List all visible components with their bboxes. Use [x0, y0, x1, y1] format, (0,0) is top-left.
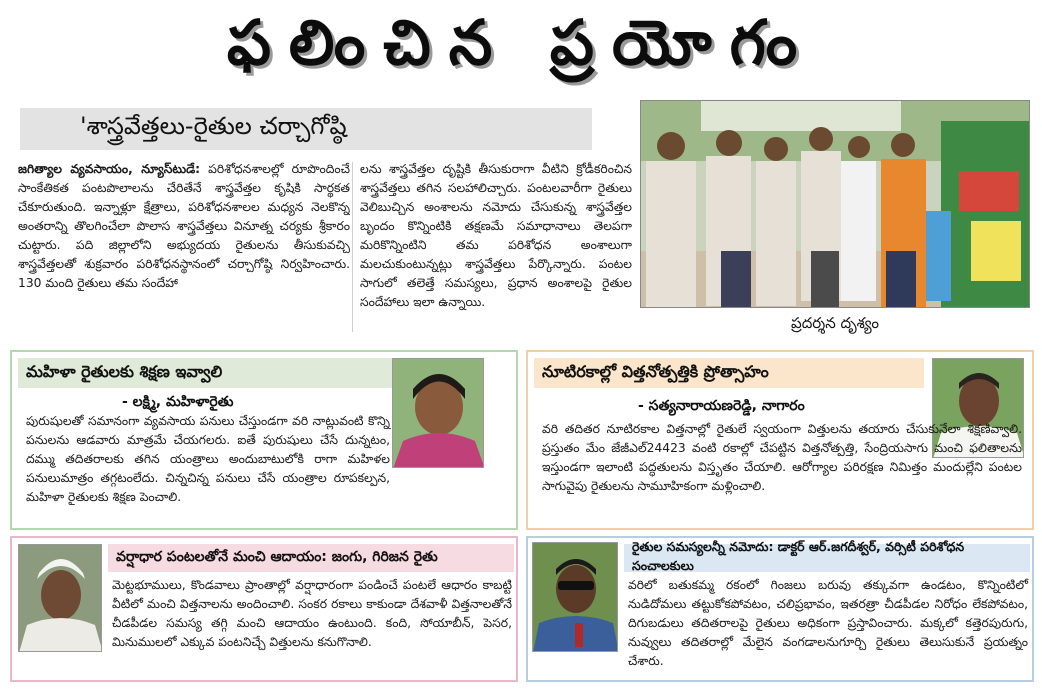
- portrait-jangu: [18, 544, 102, 652]
- women-box-text: పురుషులతో సమానంగా వ్యవసాయ పనులు చేస్తుండగా వరి నాట్లువంటి కొన్ని పనులను ఆడవారు మాత్రమే చేయగలరు. ఐతే పురుషులు చేసే దున్నటం, దమ్ము తదితరాలకు తగిన యంత్రాలు అందుబాటులోకి రాగా మహిళల పనులుమాత్రం తగ్గటంలేదు. చిన్నచిన్న పనులు చేసే యంత్రాల రూపకల్పన, మహిళా రైతులకు శిక్షణ పెంచాలి.: [26, 414, 390, 504]
- lead-text-1: పరిశోధనశాలల్లో రూపొందించే సాంకేతికత పంటపొలాలను చేరితేనే శాస్త్రవేత్తల కృషికి సార్థకత చేకూరుతుంది. ఇన్నాళ్లూ క్షేత్రాలు, పరిశోధనశాలల మధ్యన నెలకొన్న అంతరాన్ని తొలగించేలా పొలాస శాస్త్రవేత్తలు వినూత్న చర్యకు శ్రీకారం చుట్టారు. పది జిల్లాలోని అభ్యుదయ రైతులను తీసుకువచ్చి శాస్త్రవేత్తలతో శుక్రవారం పరిశోధనస్థానంలో చర్చాగోష్ఠి నిర్వహించారు. 130 మంది రైతులు తమ సందేహా: [18, 162, 350, 290]
- seed-production-box: [526, 350, 1034, 530]
- farmer-problems-box: [526, 536, 1034, 682]
- seed-box-title: నూటిరకాల్లో విత్తనోత్పత్తికి ప్రోత్సాహం: [534, 358, 924, 388]
- portrait-lakshmi: [392, 358, 484, 468]
- seed-box-text: వరి తదితర నూటిరకాల విత్తనాల్లో రైతులే స్వయంగా విత్తులను తయారు చేసుకునేలా శిక్షణివ్వాలి. ప్రస్తుతం మేం జేజీఎల్‌24423 వంటి రకాల్లో చేపట్టిన విత్తనోత్పత్తి, సేంద్రియసాగు మంచి ఫలితాలను ఇస్తుండగా ఇలాంటి పద్ధతులను విస్తృతం చేయాలి. ఆరోగ్యాల పరిరక్షణ నిమిత్తం మందుల్లేని పంటల సాగువైపు రైతులను సామూహికంగా మళ్లించాలి.: [542, 422, 1022, 493]
- subheadline: 'శాస్త్రవేత్తలు-రైతుల చర్చాగోష్ఠి: [20, 108, 592, 150]
- exhibition-photo: [640, 100, 1030, 308]
- rainfed-box-text: మెట్టభూములు, కొండవాలు ప్రాంతాల్లో వర్షాధారంగా పండించే పంటలే ఆధారం కాబట్టి వీటిలో మంచి విత్తనాలను అందించాలి. సంకర రకాలు కాకుండా దేశవాళీ విత్తనాలతోనే చీడపీడల సమస్య తగ్గి మంచి ఆదాయం ఉంటుంది. కంది, సోయాబీన్, పెసర, మినుములలో ఎక్కువ పంటనిచ్చే విత్తులను కనుగొనాలి.: [112, 578, 512, 649]
- lead-column-1: [18, 160, 350, 340]
- rainfed-crops-box: [10, 536, 518, 682]
- dateline: జగిత్యాల వ్యవసాయం, న్యూస్‌టుడే:: [18, 162, 201, 176]
- photo-caption: ప్రదర్శన దృశ్యం: [791, 314, 879, 332]
- problems-box-text: వరిలో బతుకమ్మ రకంలో గింజలు బరువు తక్కువగా ఉండటం, కొన్నింటిలో నుడిదోమలు తట్టుకోకపోవటం, చలిప్రభావం, ఇతరత్రా చీడపీడల నిరోధం లేకపోవటం, దిగుబడులు తదితరాలపై రైతులు అధికంగా ప్రస్తావించారు. మక్కలో కత్తెరపురుగు, నువ్వులు తదితరాల్లో మేలైన వంగడాలనుగూర్చి రైతులు తెలుసుకునే ప్రయత్నం చేశారు.: [628, 578, 1028, 668]
- seed-byline: - సత్యనారాయణరెడ్డి, నాగారం: [638, 398, 805, 414]
- portrait-jagadishwar: [532, 542, 618, 652]
- headline: ఫలించిన ప్రయోగం: [226, 6, 816, 79]
- problems-box-title: రైతుల సమస్యలన్నీ నమోదు: డాక్టర్ ఆర్.జగదీశ్వర్, వర్సిటీ పరిశోధన సంచాలకులు: [624, 544, 1030, 572]
- lead-text-2: లను శాస్త్రవేత్తల దృష్టికి తీసుకురాగా వీటిని క్రోడీకరించిన శాస్త్రవేత్తలు తగిన సలహాలిచ్చారు. పంటలవారీగా రైతులు వెలిబుచ్చిన అంశాలను నమోదు చేసుకున్న శాస్త్రవేత్తల బృందం కొన్నింటికి తక్షణమే సమాధానాలు తెలపగా మరికొన్నింటిని తమ పరిశోధన అంశాలుగా మలచుకుంటున్నట్లు శాస్త్రవేత్తలు పేర్కొన్నారు. పంటల సాగులో తలెత్తే సమస్యలు, ప్రధాన అంశాలపై రైతుల సందేహాలు ఇలా ఉన్నాయి.: [360, 162, 632, 309]
- women-byline: - లక్ష్మి, మహిళారైతు: [122, 394, 234, 410]
- women-farmers-box: [10, 350, 518, 530]
- women-box-title: మహిళా రైతులకు శిక్షణ ఇవ్వాలి: [18, 358, 394, 388]
- lead-column-2: [360, 160, 632, 340]
- rainfed-box-title: వర్షాధార పంటలతోనే మంచి ఆదాయం: జంగు, గిరిజన రైతు: [108, 544, 514, 572]
- column-divider: [352, 162, 353, 332]
